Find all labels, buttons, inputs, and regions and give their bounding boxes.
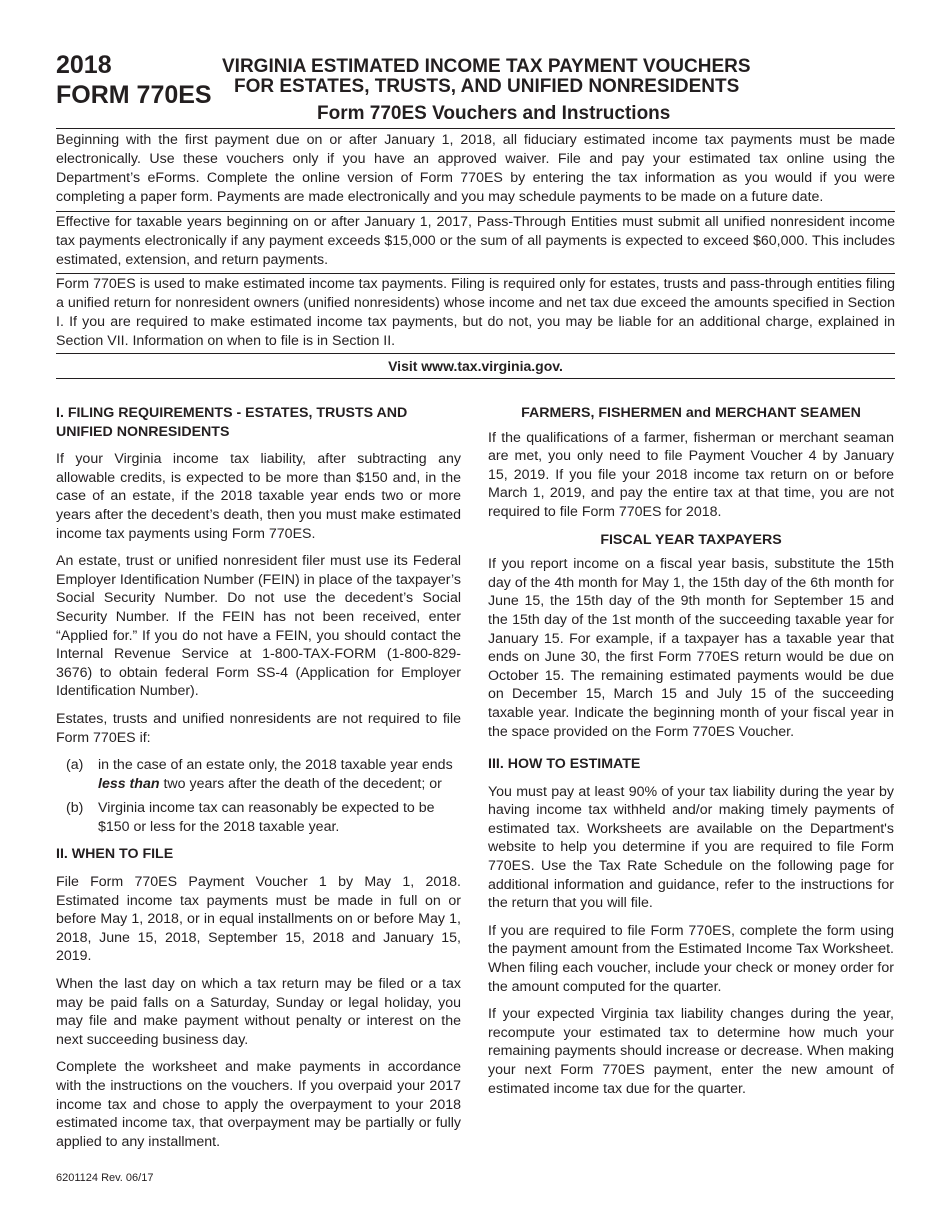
list-item: [56, 799, 461, 836]
list-text: Virginia income tax can reasonably be expected to be $150 or less for the 2018 taxable year.: [98, 800, 435, 835]
paragraph: An estate, trust or unified nonresident filer must use its Federal Employer Identification Number (FEIN) in place of the taxpayer’s Social Security Number. Do not use the decedent’s Social Security Number. If the FEIN has not been received, enter “Applied for.” If you do not have a FEIN, you should contact the Internal Revenue Service at 1-800-TAX-FORM (1-800-829-3676) to obtain federal Form SS-4 (Application for Employer Identification Number).: [56, 553, 461, 700]
paragraph: Estates, trusts and unified nonresidents are not required to file Form 770ES if:: [56, 710, 461, 746]
paragraph: If you report income on a fiscal year basis, substitute the 15th day of the 4th month for May 1, the 15th day of the 6th month for June 15, the 15th day of the 9th month for September 15 and the 15th day of the 1st month of the succeeding taxable year for January 15. For example, if a taxpayer has a taxable year that ends on June 30, the first Form 770ES return would be due on October 15. The remaining estimated payments would be due on December 15, March 15 and July 15 of the succeeding taxable year. Indicate the beginning month of your fiscal year in the space provided on the Form 770ES Voucher.: [488, 556, 894, 740]
form-number: FORM 770ES: [56, 81, 212, 109]
paragraph: If your expected Virginia tax liability changes during the year, recompute your estimated tax to determine how much your remaining payments should increase or decrease. When making your next Form 770ES payment, enter the new amount of estimated income tax due for the quarter.: [488, 1006, 894, 1097]
list-label: (b): [66, 800, 84, 817]
purpose-notice: Form 770ES is used to make estimated income tax payments. Filing is required only for estates, trusts and pass-through entities filing a unified return for nonresident owners (unified nonresidents) whose income and net tax due exceed the amounts specified in Section I. If you are required to make estimated income tax payments, but do not, you may be liable for an additional charge, explained in Section VII. Information on when to file is in Section II.: [56, 276, 895, 349]
section-heading-farmers: FARMERS, FISHERMEN and MERCHANT SEAMEN: [521, 405, 861, 421]
list-item: [56, 756, 461, 793]
form-revision-code: 6201124 Rev. 06/17: [56, 1172, 154, 1184]
form-subtitle: Form 770ES Vouchers and Instructions: [317, 103, 671, 124]
paragraph: If your Virginia income tax liability, after subtracting any allowable credits, is expected to be more than $150 and, in the case of an estate, if the 2018 taxable year ends two or more years after the decedent’s death, then you must make estimated income tax payments using Form 770ES.: [56, 451, 461, 542]
section-heading-when-to-file: II. WHEN TO FILE: [56, 846, 174, 863]
exemption-list: [56, 756, 461, 836]
electronic-filing-notice: Beginning with the first payment due on or after January 1, 2018, all fiduciary estimated income tax payments must be made electronically. Use these vouchers only if you have an approved waiver. File and pay your estimated tax online using the Department’s eForms. Complete the online version of Form 770ES by entering the tax information as you would if you were completing a paper form. Payments are made electronically and you may schedule payments to be made on a future date.: [56, 132, 895, 205]
divider: [56, 128, 895, 129]
list-text: in the case of an estate only, the 2018 taxable year ends less than two years after the death of the decedent; or: [98, 757, 453, 792]
divider: [56, 273, 895, 274]
right-column: [488, 404, 894, 1107]
divider: [56, 378, 895, 379]
section-heading-how-to-estimate: III. HOW TO ESTIMATE: [488, 756, 641, 773]
divider: [56, 211, 895, 212]
paragraph: File Form 770ES Payment Voucher 1 by May 1, 2018. Estimated income tax payments must be made in full on or before May 1, 2018, or in equal installments on or before May 1, 2018, June 15, 2018, September 15, 2018 and January 15, 2019.: [56, 874, 461, 965]
tax-year: 2018: [56, 51, 112, 79]
paragraph: When the last day on which a tax return may be filed or a tax may be paid falls on a Saturday, Sunday or legal holiday, you may file and make payment without penalty or interest on the next succeeding business day.: [56, 976, 461, 1048]
form-title-line2: FOR ESTATES, TRUSTS, AND UNIFIED NONRESIDENTS: [234, 76, 740, 97]
paragraph: Complete the worksheet and make payments in accordance with the instructions on the vouchers. If you overpaid your 2017 income tax and chose to apply the overpayment to your 2018 estimated income tax, that overpayment may be partially or fully applied to any installment.: [56, 1059, 461, 1150]
divider: [56, 353, 895, 354]
list-label: (a): [66, 757, 84, 774]
left-column: [56, 404, 461, 1160]
paragraph: If you are required to file Form 770ES, complete the form using the payment amount from the Estimated Income Tax Worksheet. When filing each voucher, include your check or money order for the amount computed for the quarter.: [488, 922, 894, 995]
form-title-line1: VIRGINIA ESTIMATED INCOME TAX PAYMENT VOUCHERS: [222, 56, 751, 77]
pass-through-notice: Effective for taxable years beginning on or after January 1, 2017, Pass-Through Entities must submit all unified nonresident income tax payments electronically if any payment exceeds $15,000 or the sum of all payments is expected to exceed $60,000. This includes estimated, extension, and return payments.: [56, 214, 895, 268]
paragraph: If the qualifications of a farmer, fisherman or merchant seaman are met, you only need to file Payment Voucher 4 by January 15, 2019. If you file your 2018 income tax return on or before March 1, 2019, and pay the entire tax at that time, you are not required to file Form 770ES for 2018.: [488, 429, 894, 520]
website-link[interactable]: Visit www.tax.virginia.gov.: [388, 358, 563, 374]
section-heading-filing-requirements: I. FILING REQUIREMENTS - ESTATES, TRUSTS AND UNIFIED NONRESIDENTS: [56, 405, 408, 440]
paragraph: You must pay at least 90% of your tax liability during the year by having income tax withheld and/or making timely payments of estimated tax. Worksheets are available on the Department's website to help you determine if you are required to file Form 770ES. Use the Tax Rate Schedule on the following page for additional information and guidance, refer to the instructions for the return that you will file.: [488, 783, 894, 912]
section-heading-fiscal-year: FISCAL YEAR TAXPAYERS: [600, 531, 782, 548]
